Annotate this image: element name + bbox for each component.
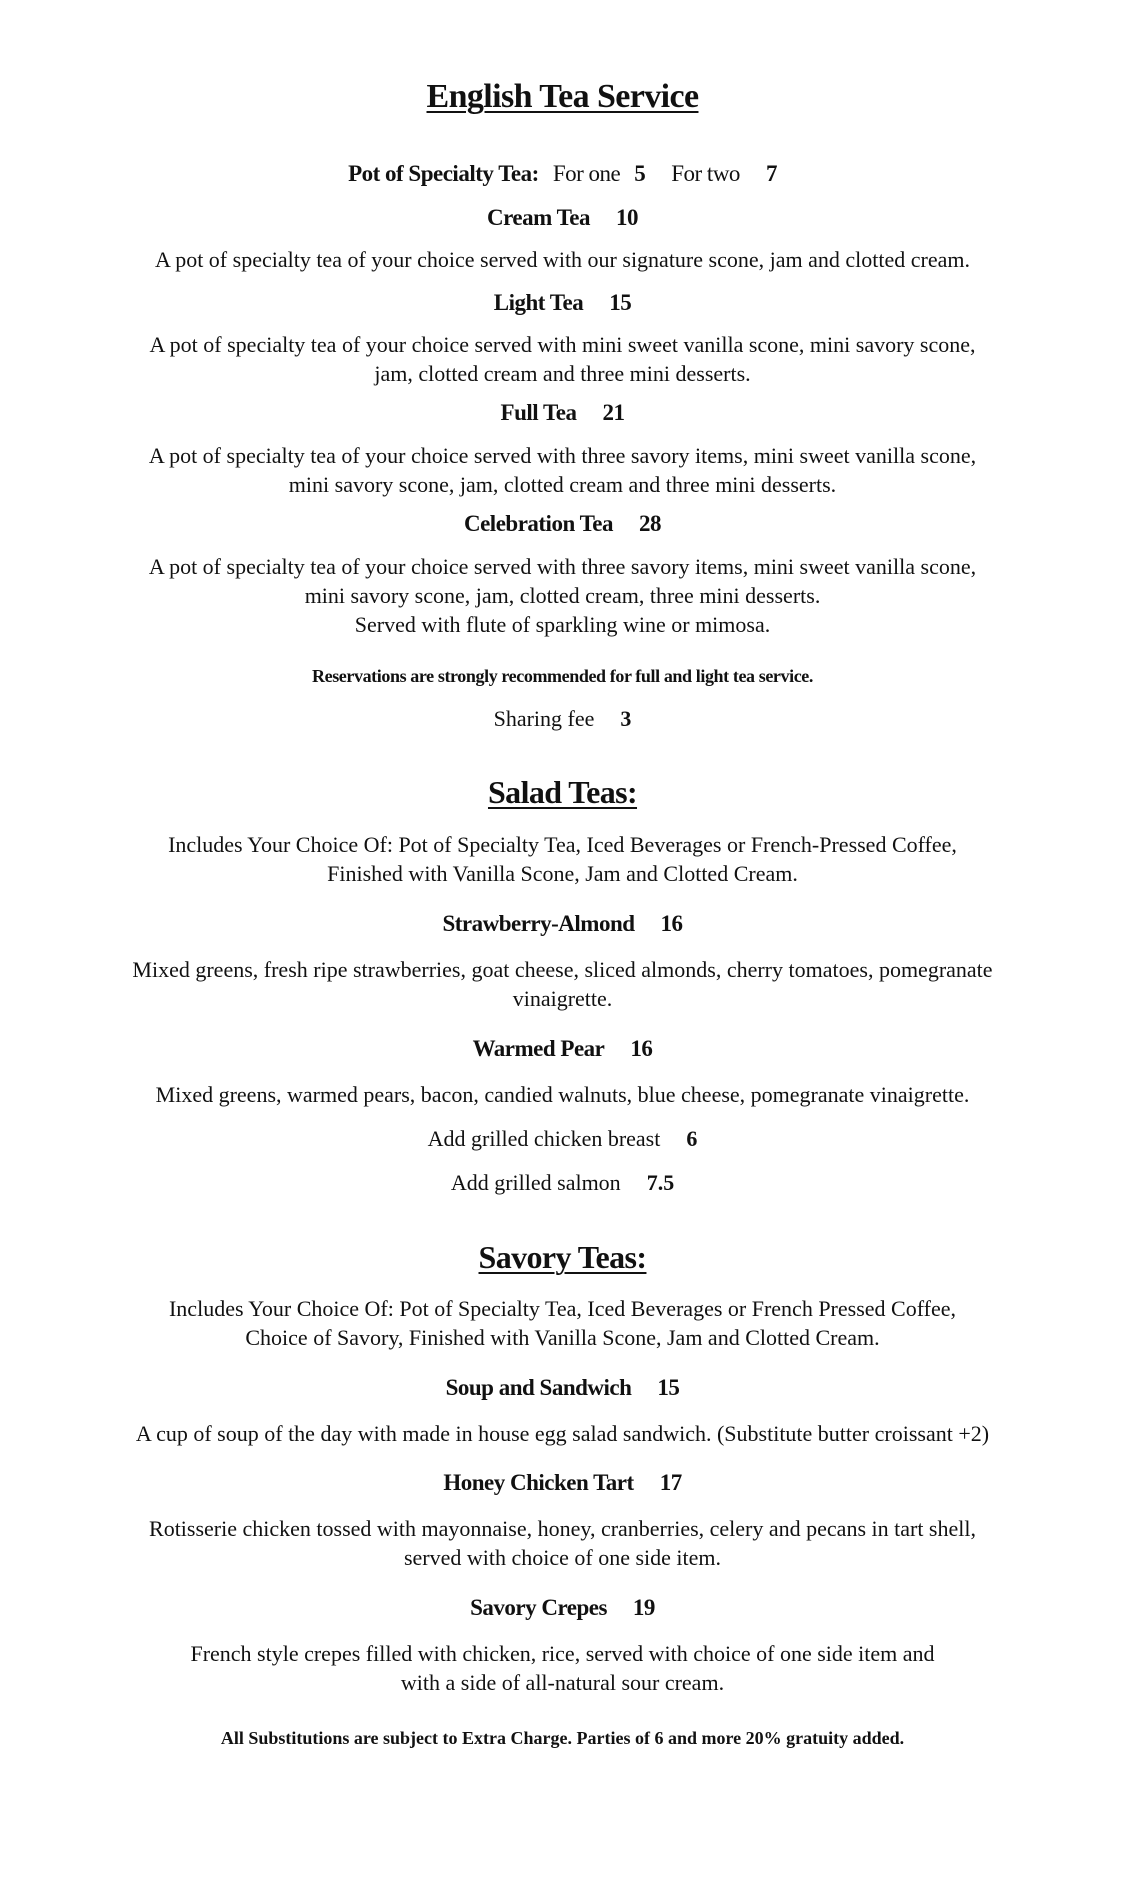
english-tea-title: English Tea Service <box>426 78 699 115</box>
item-name: Celebration Tea <box>463 511 614 536</box>
item-description: jam, clotted cream and three mini desserts. <box>374 361 751 386</box>
menu-item-soup-and-sandwich <box>0 1375 1125 1401</box>
savory-teas-title: Savory Teas: <box>478 1239 647 1275</box>
item-name: Full Tea <box>500 400 577 425</box>
sharing-fee-line <box>0 704 1125 734</box>
item-description: A pot of specialty tea of your choice served with our signature scone, jam and clotted cream. <box>155 247 970 272</box>
addon-price: 6 <box>686 1126 698 1151</box>
item-description: A pot of specialty tea of your choice served with three savory items, mini sweet vanilla scone, <box>148 443 977 468</box>
menu-item-light-tea <box>0 290 1125 316</box>
menu-item-warmed-pear <box>0 1036 1125 1062</box>
sharing-fee-price: 3 <box>620 706 632 731</box>
item-name: Warmed Pear <box>472 1036 605 1061</box>
item-description: A pot of specialty tea of your choice served with three savory items, mini sweet vanilla scone, <box>148 554 977 579</box>
item-price: 16 <box>630 1036 653 1061</box>
item-description: A pot of specialty tea of your choice served with mini sweet vanilla scone, mini savory scone, <box>149 332 976 357</box>
pot-label: Pot of Specialty Tea: <box>348 161 539 186</box>
menu-item-strawberry-almond <box>0 911 1125 937</box>
item-name: Light Tea <box>493 290 584 315</box>
item-name: Honey Chicken Tart <box>443 1470 634 1495</box>
addon-label: Add grilled chicken breast <box>427 1126 661 1151</box>
item-description: A cup of soup of the day with made in house egg salad sandwich. (Substitute butter croissant +2) <box>135 1421 990 1446</box>
item-description: French style crepes filled with chicken, rice, served with choice of one side item and <box>190 1641 935 1666</box>
item-price: 17 <box>659 1470 682 1495</box>
item-price: 15 <box>657 1375 680 1400</box>
item-price: 16 <box>660 911 683 936</box>
footer-note: All Substitutions are subject to Extra Charge. Parties of 6 and more 20% gratuity added. <box>220 1728 905 1748</box>
menu-item-celebration-tea <box>0 511 1125 537</box>
addon-label: Add grilled salmon <box>450 1170 621 1195</box>
menu-item-cream-tea <box>0 205 1125 231</box>
sharing-fee-label: Sharing fee <box>493 706 595 731</box>
for-one-label: For one <box>552 161 621 186</box>
item-description: served with choice of one side item. <box>403 1545 722 1570</box>
for-two-price: 7 <box>765 161 777 186</box>
salad-teas-intro: Includes Your Choice Of: Pot of Specialty Tea, Iced Beverages or French-Pressed Coffee, <box>168 832 957 857</box>
item-description: mini savory scone, jam, clotted cream and three mini desserts. <box>288 472 837 497</box>
addon-price: 7.5 <box>646 1170 675 1195</box>
item-name: Savory Crepes <box>470 1595 607 1620</box>
menu-item-honey-chicken-tart <box>0 1470 1125 1496</box>
item-price: 10 <box>616 205 639 230</box>
addon-salmon <box>0 1168 1125 1198</box>
salad-teas-intro: Finished with Vanilla Scone, Jam and Clotted Cream. <box>327 861 798 886</box>
item-description: vinaigrette. <box>512 986 613 1011</box>
item-name: Soup and Sandwich <box>445 1375 632 1400</box>
for-two-label: For two <box>671 161 740 186</box>
item-price: 21 <box>602 400 625 425</box>
item-name: Strawberry-Almond <box>442 911 635 936</box>
reservation-note: Reservations are strongly recommended for full and light tea service. <box>312 666 813 686</box>
item-description: Rotisserie chicken tossed with mayonnaise, honey, cranberries, celery and pecans in tart shell, <box>149 1516 976 1541</box>
menu-item-full-tea <box>0 400 1125 426</box>
item-description: with a side of all-natural sour cream. <box>400 1670 725 1695</box>
item-description: Mixed greens, fresh ripe strawberries, goat cheese, sliced almonds, cherry tomatoes, pomegranate <box>132 957 993 982</box>
item-price: 19 <box>632 1595 655 1620</box>
savory-teas-intro: Choice of Savory, Finished with Vanilla Scone, Jam and Clotted Cream. <box>245 1325 880 1350</box>
item-description: Served with flute of sparkling wine or mimosa. <box>354 612 771 637</box>
addon-chicken <box>0 1124 1125 1154</box>
salad-teas-title: Salad Teas: <box>487 774 638 810</box>
item-description: mini savory scone, jam, clotted cream, three mini desserts. <box>304 583 821 608</box>
menu-item-savory-crepes <box>0 1595 1125 1621</box>
item-price: 28 <box>639 511 662 536</box>
item-price: 15 <box>609 290 632 315</box>
savory-teas-intro: Includes Your Choice Of: Pot of Specialty Tea, Iced Beverages or French Pressed Coffee, <box>168 1296 956 1321</box>
pot-of-tea-line <box>0 161 1125 187</box>
item-description: Mixed greens, warmed pears, bacon, candied walnuts, blue cheese, pomegranate vinaigrette. <box>155 1082 970 1107</box>
for-one-price: 5 <box>634 161 646 186</box>
item-name: Cream Tea <box>486 205 591 230</box>
